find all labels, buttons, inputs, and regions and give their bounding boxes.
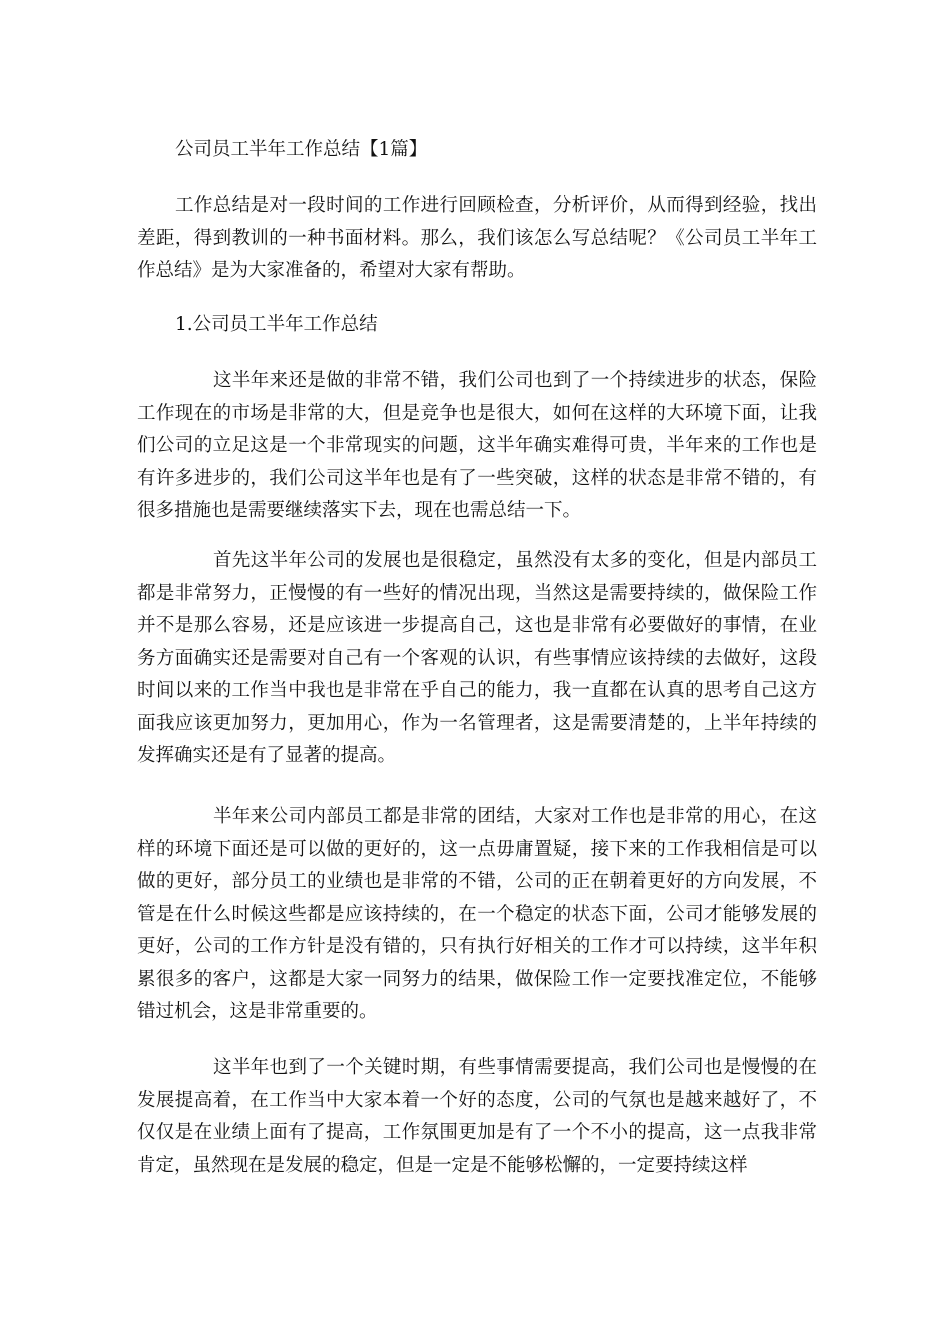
body-paragraph-3: 半年来公司内部员工都是非常的团结，大家对工作也是非常的用心，在这样的环境下面还是可以做的更好的，这一点毋庸置疑，接下来的工作我相信是可以做的更好，部分员工的业绩也是非常的不错，公司的正在朝着更好的方向发展，不管是在什么时候这些都是应该持续的，在一个稳定的状态下面，公司才能够发展的更好，公司的工作方针是没有错的，只有执行好相关的工作才可以持续，这半年积累很多的客户，这都是大家一同努力的结果，做保险工作一定要找准定位，不能够错过机会，这是非常重要的。 bbox=[137, 806, 817, 1022]
body-paragraph-1: 这半年来还是做的非常不错，我们公司也到了一个持续进步的状态，保险工作现在的市场是非常的大，但是竞争也是很大，如何在这样的大环境下面，让我们公司的立足这是一个非常现实的问题，这半年确实难得可贵，半年来的工作也是有许多进步的，我们公司这半年也是有了一些突破，这样的状态是非常不错的，有很多措施也是需要继续落实下去，现在也需总结一下。 bbox=[137, 370, 817, 521]
body-paragraph-2: 首先这半年公司的发展也是很稳定，虽然没有太多的变化，但是内部员工都是非常努力，正慢慢的有一些好的情况出现，当然这是需要持续的，做保险工作并不是那么容易，还是应该进一步提高自己，这也是非常有必要做好的事情，在业务方面确实还是需要对自己有一个客观的认识，有些事情应该持续的去做好，这段时间以来的工作当中我也是非常在乎自己的能力，我一直都在认真的思考自己这方面我应该更加努力，更加用心，作为一名管理者，这是需要清楚的，上半年持续的发挥确实还是有了显著的提高。 bbox=[137, 550, 817, 766]
intro-paragraph: 工作总结是对一段时间的工作进行回顾检查，分析评价，从而得到经验，找出差距，得到教训的一种书面材料。那么，我们该怎么写总结呢？《公司员工半年工作总结》是为大家准备的，希望对大家有帮助。 bbox=[137, 195, 817, 281]
section-heading: 1.公司员工半年工作总结 bbox=[175, 314, 378, 335]
document-title: 公司员工半年工作总结【1篇】 bbox=[175, 139, 428, 160]
body-paragraph-4: 这半年也到了一个关键时期，有些事情需要提高，我们公司也是慢慢的在发展提高着，在工作当中大家本着一个好的态度，公司的气氛也是越来越好了，不仅仅是在业绩上面有了提高，工作氛围更加是有了一个不小的提高，这一点我非常肯定，虽然现在是发展的稳定，但是一定是不能够松懈的，一定要持续这样 bbox=[137, 1057, 817, 1176]
